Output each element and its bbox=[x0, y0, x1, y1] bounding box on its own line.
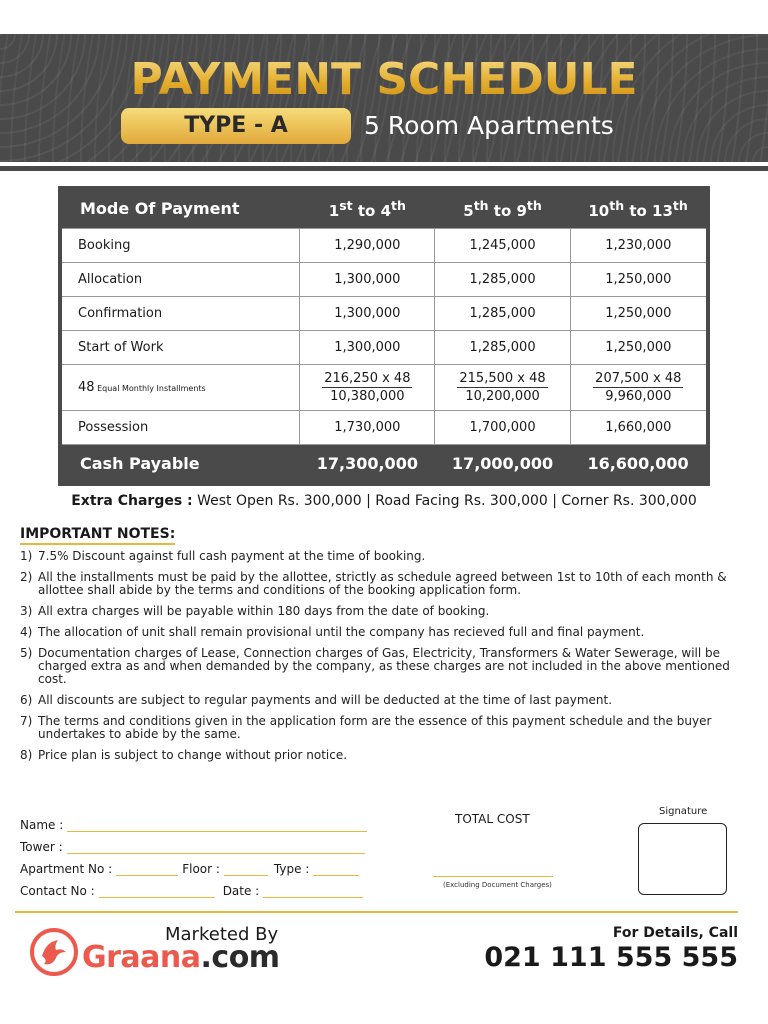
header-floors-10-13: 10th to 13th bbox=[570, 188, 708, 228]
tower-field[interactable] bbox=[67, 840, 365, 854]
note-item: 4) The allocation of unit shall remain provisional until the company has recieved full and final payment. bbox=[20, 625, 645, 639]
header-divider bbox=[0, 166, 768, 171]
marketed-by: Marketed By bbox=[165, 924, 279, 945]
footer-divider bbox=[15, 911, 738, 913]
table-cell: 1,285,000 bbox=[435, 262, 570, 296]
signature-label: Signature bbox=[659, 806, 708, 817]
total-cell: 17,300,000 bbox=[300, 444, 435, 484]
note-item: 5) Documentation charges of Lease, Connection charges of Gas, Electricity, Transformers & Water Sewerage, will be charged extra as and when demanded by the company, as these charges are not included in the above mentioned cost. bbox=[20, 646, 730, 686]
installments-row bbox=[60, 364, 708, 410]
applicant-form bbox=[20, 810, 380, 898]
table-cell: 1,660,000 bbox=[570, 410, 708, 444]
floor-field[interactable] bbox=[224, 862, 268, 876]
date-field[interactable] bbox=[263, 884, 363, 898]
apartment-field[interactable] bbox=[116, 862, 178, 876]
table-header-row bbox=[60, 188, 708, 228]
phone-number: 021 111 555 555 bbox=[484, 942, 738, 973]
installment-cell: 215,500 x 48 10,200,000 bbox=[435, 364, 570, 410]
apartment-subtitle: 5 Room Apartments bbox=[364, 111, 614, 140]
excluding-note: (Excluding Document Charges) bbox=[443, 881, 552, 889]
table-cell: 1,700,000 bbox=[435, 410, 570, 444]
name-field[interactable] bbox=[67, 818, 367, 832]
name-label: Name : bbox=[20, 818, 64, 832]
note-item: 3) All extra charges will be payable within 180 days from the date of booking. bbox=[20, 604, 490, 618]
payment-table bbox=[58, 186, 710, 486]
table-cell: 1,285,000 bbox=[435, 296, 570, 330]
table-cell: 1,245,000 bbox=[435, 228, 570, 262]
header-mode-of-payment: Mode Of Payment bbox=[60, 188, 300, 228]
contact-row bbox=[20, 876, 380, 898]
extra-charges bbox=[0, 493, 768, 509]
table-row bbox=[60, 296, 708, 330]
note-item: 8) Price plan is subject to change without prior notice. bbox=[20, 748, 348, 762]
details-label: For Details, Call bbox=[612, 925, 738, 941]
tower-label: Tower : bbox=[20, 840, 63, 854]
cash-payable-row bbox=[60, 444, 708, 484]
row-label: Allocation bbox=[60, 262, 300, 296]
table-cell: 1,730,000 bbox=[300, 410, 435, 444]
table-row bbox=[60, 262, 708, 296]
extra-charges-text: West Open Rs. 300,000 | Road Facing Rs. 300,000 | Corner Rs. 300,000 bbox=[192, 493, 697, 509]
table-cell: 1,300,000 bbox=[300, 296, 435, 330]
table-cell: 1,230,000 bbox=[570, 228, 708, 262]
total-cell: 17,000,000 bbox=[435, 444, 570, 484]
table-cell: 1,250,000 bbox=[570, 262, 708, 296]
graana-logo-icon bbox=[28, 926, 80, 978]
type-field[interactable] bbox=[313, 862, 359, 876]
total-label: Cash Payable bbox=[60, 444, 300, 484]
row-label: Booking bbox=[60, 228, 300, 262]
type-badge: TYPE - A bbox=[121, 108, 351, 144]
row-label: 48 Equal Monthly Installments bbox=[60, 364, 300, 410]
page-title: PAYMENT SCHEDULE bbox=[0, 54, 768, 105]
name-row bbox=[20, 810, 380, 832]
total-cost-label: TOTAL COST bbox=[455, 812, 530, 826]
row-label: Possession bbox=[60, 410, 300, 444]
note-item: 2) All the installments must be paid by the allottee, strictly as schedule agreed between 1st to 10th of each month & allottee shall abide by the terms and conditions of the booking application form. bbox=[20, 570, 727, 597]
type-label: Type : bbox=[273, 862, 310, 876]
table-cell: 1,300,000 bbox=[300, 262, 435, 296]
total-cost-field[interactable] bbox=[433, 876, 553, 877]
tower-row bbox=[20, 832, 380, 854]
note-item: 7) The terms and conditions given in the application form are the essence of this payment schedule and the buyer undertakes to abide by the same. bbox=[20, 714, 712, 741]
row-label: Start of Work bbox=[60, 330, 300, 364]
header-floors-1-4: 1st to 4th bbox=[300, 188, 435, 228]
signature-box[interactable] bbox=[638, 823, 727, 895]
notes-list bbox=[20, 550, 750, 770]
note-item: 6) All discounts are subject to regular payments and will be deducted at the time of last payment. bbox=[20, 693, 613, 707]
date-label: Date : bbox=[222, 884, 260, 898]
installment-cell: 216,250 x 48 10,380,000 bbox=[300, 364, 435, 410]
apartment-label: Apartment No : bbox=[20, 862, 113, 876]
apartment-row bbox=[20, 854, 380, 876]
note-item: 1) 7.5% Discount against full cash payment at the time of booking. bbox=[20, 549, 426, 563]
header-floors-5-9: 5th to 9th bbox=[435, 188, 570, 228]
table-cell: 1,250,000 bbox=[570, 296, 708, 330]
installment-cell: 207,500 x 48 9,960,000 bbox=[570, 364, 708, 410]
floor-label: Floor : bbox=[182, 862, 220, 876]
graana-brand: Graana.com bbox=[82, 940, 280, 975]
table-row bbox=[60, 330, 708, 364]
contact-field[interactable] bbox=[99, 884, 215, 898]
extra-charges-label: Extra Charges : bbox=[71, 493, 193, 509]
table-cell: 1,290,000 bbox=[300, 228, 435, 262]
contact-label: Contact No : bbox=[20, 884, 95, 898]
table-cell: 1,285,000 bbox=[435, 330, 570, 364]
total-cell: 16,600,000 bbox=[570, 444, 708, 484]
table-row bbox=[60, 410, 708, 444]
table-cell: 1,250,000 bbox=[570, 330, 708, 364]
notes-title: IMPORTANT NOTES: bbox=[20, 526, 175, 545]
table-row bbox=[60, 228, 708, 262]
table-cell: 1,300,000 bbox=[300, 330, 435, 364]
row-label: Confirmation bbox=[60, 296, 300, 330]
